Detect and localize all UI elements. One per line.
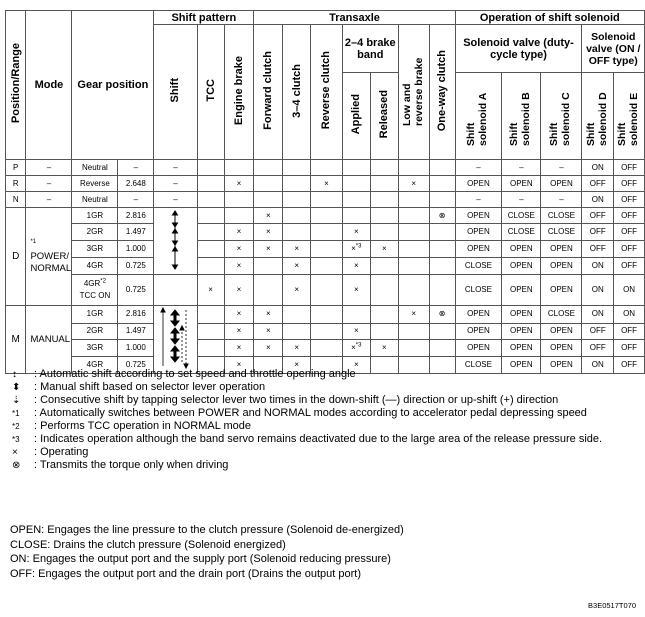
cell-sol-d: OFF xyxy=(582,241,614,258)
cell-applied xyxy=(342,176,370,192)
cell-engine-brake: × xyxy=(224,176,254,192)
legend-text: : Automatic shift according to set speed and throttle opening angle xyxy=(34,368,356,380)
cell-engine-brake xyxy=(224,208,254,224)
cell-sol-a: OPEN xyxy=(455,306,502,324)
header-forward-clutch: Forward clutch xyxy=(254,25,283,160)
cell-sol-e: OFF xyxy=(614,176,645,192)
table-row xyxy=(6,323,645,339)
cell-engine-brake: × xyxy=(224,306,254,324)
applied-footnote: *3 xyxy=(355,243,362,250)
manual-shift-arrows-icon xyxy=(158,306,192,370)
cell-sol-b: OPEN xyxy=(502,323,541,339)
cell-sol-b: CLOSE xyxy=(502,208,541,224)
gear-footnote: *2 xyxy=(100,278,106,285)
cell-shift-auto xyxy=(154,208,197,275)
cell-released xyxy=(370,208,398,224)
cell-reverse-clutch xyxy=(311,241,343,258)
table-row xyxy=(6,275,645,306)
shift-solenoid-table xyxy=(5,10,645,374)
cell-sol-c: – xyxy=(541,160,582,176)
definition-open: OPEN: Engages the line pressure to the clutch pressure (Solenoid de-energized) xyxy=(10,524,404,536)
auto-shift-arrows-icon xyxy=(168,209,182,271)
cell-sol-d: ON xyxy=(582,160,614,176)
cell-gear: 2GR xyxy=(72,323,118,339)
header-sol-a: Shift solenoid A xyxy=(455,73,502,160)
legend-text: : Manual shift based on selector lever operation xyxy=(34,381,266,393)
cell-gear: 3GR xyxy=(72,241,118,258)
torque-icon: ⊗ xyxy=(12,460,21,471)
cell-forward-clutch xyxy=(254,192,283,208)
cell-tcc xyxy=(197,339,224,357)
header-position-range: Position/Range xyxy=(6,11,26,160)
legend-item xyxy=(10,420,635,433)
cell-released xyxy=(370,176,398,192)
cell-engine-brake: × xyxy=(224,224,254,241)
cell-sol-b: OPEN xyxy=(502,339,541,357)
applied-mark: × xyxy=(351,244,356,253)
cell-sol-e: ON xyxy=(614,306,645,324)
gear-label: 4GR xyxy=(83,279,101,288)
cell-sol-c: OPEN xyxy=(541,339,582,357)
cell-sol-b: OPEN xyxy=(502,306,541,324)
cell-ratio: 1.000 xyxy=(118,339,154,357)
cell-sol-a: OPEN xyxy=(455,208,502,224)
definitions xyxy=(10,523,635,581)
cell-ratio: 2.648 xyxy=(118,176,154,192)
cell-tcc: × xyxy=(197,275,224,306)
cell-sol-b: OPEN xyxy=(502,275,541,306)
cell-released xyxy=(370,224,398,241)
table-row xyxy=(6,241,645,258)
cell-low-reverse xyxy=(398,192,429,208)
cell-shift: – xyxy=(154,160,197,176)
reference-code: B3E0517T070 xyxy=(588,601,636,610)
cell-one-way xyxy=(429,160,455,176)
cell-sol-a: OPEN xyxy=(455,339,502,357)
cell-reverse-clutch xyxy=(311,306,343,324)
cell-released xyxy=(370,323,398,339)
cell-gear: 4GR xyxy=(72,258,118,275)
cell-applied: × xyxy=(342,323,370,339)
legend-text: : Operating xyxy=(34,446,89,458)
cell-shift: – xyxy=(154,176,197,192)
cell-34-clutch xyxy=(283,176,311,192)
cell-34-clutch xyxy=(283,306,311,324)
cell-one-way xyxy=(429,241,455,258)
cell-one-way xyxy=(429,258,455,275)
cell-shift-manual xyxy=(154,306,197,374)
cell-reverse-clutch xyxy=(311,224,343,241)
legend-text: : Performs TCC operation in NORMAL mode xyxy=(34,420,252,432)
cell-gear: 3GR xyxy=(72,339,118,357)
cell-sol-b: – xyxy=(502,160,541,176)
cell-ratio: 2.816 xyxy=(118,306,154,324)
cell-gear: 1GR xyxy=(72,306,118,324)
legend-text: : Automatically switches between POWER and NORMAL modes according to accelerator pedal depressing speed xyxy=(34,407,587,419)
cell-low-reverse xyxy=(398,339,429,357)
cell-applied xyxy=(342,241,370,258)
header-shift-pattern: Shift pattern xyxy=(154,11,254,25)
cell-ratio: 0.725 xyxy=(118,258,154,275)
cell-sol-a: – xyxy=(455,160,502,176)
legend-item xyxy=(10,381,635,394)
header-34-clutch: 3–4 clutch xyxy=(283,25,311,160)
table-row xyxy=(6,208,645,224)
cell-forward-clutch xyxy=(254,275,283,306)
cell-sol-d: OFF xyxy=(582,323,614,339)
mode-footnote-mark: *1 xyxy=(30,238,37,245)
cell-forward-clutch: × xyxy=(254,323,283,339)
cell-released: × xyxy=(370,241,398,258)
cell-tcc xyxy=(197,323,224,339)
mode-label: POWER/ NORMAL xyxy=(30,250,72,274)
header-low-reverse-brake: Low and reverse brake xyxy=(398,25,429,160)
cell-tcc xyxy=(197,224,224,241)
header-one-way-clutch: One-way clutch xyxy=(429,25,455,160)
table-row xyxy=(6,258,645,275)
cell-ratio: 0.725 xyxy=(118,275,154,306)
cell-low-reverse: × xyxy=(398,176,429,192)
legend-text: : Consecutive shift by tapping selector lever two times in the down-shift (—) direction or up-shift (+) direction xyxy=(34,394,559,406)
cell-gear: Reverse xyxy=(72,176,118,192)
cell-reverse-clutch xyxy=(311,323,343,339)
cell-gear: 1GR xyxy=(72,208,118,224)
cell-applied: × xyxy=(342,275,370,306)
cell-released xyxy=(370,258,398,275)
cell-forward-clutch: × xyxy=(254,224,283,241)
cell-one-way xyxy=(429,224,455,241)
cell-sol-e: OFF xyxy=(614,160,645,176)
cell-low-reverse xyxy=(398,160,429,176)
cell-shift xyxy=(154,275,197,306)
cell-shift: – xyxy=(154,192,197,208)
cell-one-way xyxy=(429,275,455,306)
cell-34-clutch: × xyxy=(283,258,311,275)
cell-reverse-clutch xyxy=(311,208,343,224)
cell-mode: – xyxy=(26,176,72,192)
cell-one-way xyxy=(429,323,455,339)
cell-sol-d: ON xyxy=(582,258,614,275)
cell-forward-clutch: × xyxy=(254,339,283,357)
cell-sol-d: ON xyxy=(582,275,614,306)
legend-item xyxy=(10,368,635,381)
cell-released xyxy=(370,306,398,324)
manual-shift-icon: ⬍ xyxy=(12,382,21,393)
cell-mode: – xyxy=(26,192,72,208)
cell-reverse-clutch: × xyxy=(311,176,343,192)
cell-tcc xyxy=(197,176,224,192)
header-sol-b: Shift solenoid B xyxy=(502,73,541,160)
cell-gear: 2GR xyxy=(72,224,118,241)
cell-ratio: – xyxy=(118,160,154,176)
cell-34-clutch xyxy=(283,160,311,176)
cell-low-reverse xyxy=(398,241,429,258)
legend-item xyxy=(10,394,635,407)
cell-engine-brake: × xyxy=(224,258,254,275)
header-gear-position: Gear position xyxy=(72,11,154,160)
cell-sol-e: ON xyxy=(614,275,645,306)
table-row xyxy=(6,224,645,241)
cell-tcc xyxy=(197,258,224,275)
cell-reverse-clutch xyxy=(311,275,343,306)
cell-sol-d: ON xyxy=(582,306,614,324)
cell-sol-b: OPEN xyxy=(502,176,541,192)
cell-applied xyxy=(342,208,370,224)
cell-tcc xyxy=(197,241,224,258)
cell-sol-b: – xyxy=(502,192,541,208)
cell-sol-e: OFF xyxy=(614,224,645,241)
footnote-mark: *1 xyxy=(12,409,20,418)
cell-applied xyxy=(342,192,370,208)
cell-sol-c: OPEN xyxy=(541,176,582,192)
legend-text: : Indicates operation although the band servo remains deactivated due to the large area of the release pressure side. xyxy=(34,433,603,445)
cell-sol-d: OFF xyxy=(582,224,614,241)
cell-engine-brake xyxy=(224,192,254,208)
table-row xyxy=(6,160,645,176)
cell-34-clutch: × xyxy=(283,357,311,374)
cell-mode-manual: MANUAL xyxy=(26,306,72,374)
cell-reverse-clutch xyxy=(311,192,343,208)
cell-sol-a: OPEN xyxy=(455,323,502,339)
cell-sol-b: CLOSE xyxy=(502,224,541,241)
cell-released xyxy=(370,160,398,176)
header-released: Released xyxy=(370,73,398,160)
cell-sol-e: OFF xyxy=(614,241,645,258)
cell-ratio: 1.497 xyxy=(118,323,154,339)
cell-one-way xyxy=(429,176,455,192)
cell-sol-c: – xyxy=(541,192,582,208)
cell-tcc xyxy=(197,160,224,176)
cell-ratio: 1.497 xyxy=(118,224,154,241)
definition-off: OFF: Engages the output port and the drain port (Drains the output port) xyxy=(10,567,361,580)
auto-shift-icon: ↕ xyxy=(12,369,17,380)
cell-applied: × xyxy=(342,224,370,241)
cell-ratio: 1.000 xyxy=(118,241,154,258)
cell-engine-brake xyxy=(224,160,254,176)
cell-released xyxy=(370,275,398,306)
legend-text: : Transmits the torque only when driving xyxy=(34,459,229,471)
cell-gear: Neutral xyxy=(72,192,118,208)
cell-gear: 4GR xyxy=(72,357,118,374)
cell-low-reverse xyxy=(398,323,429,339)
cell-34-clutch xyxy=(283,208,311,224)
header-solenoid-valve-onoff: Solenoid valve (ON / OFF type) xyxy=(582,25,645,73)
cell-applied: × xyxy=(342,258,370,275)
cell-tcc xyxy=(197,192,224,208)
cell-engine-brake: × xyxy=(224,323,254,339)
cell-sol-d: ON xyxy=(582,357,614,374)
cell-sol-c: CLOSE xyxy=(541,224,582,241)
header-sol-d: Shift solenoid D xyxy=(582,73,614,160)
cell-ratio: – xyxy=(118,192,154,208)
cell-sol-a: OPEN xyxy=(455,224,502,241)
cell-reverse-clutch xyxy=(311,160,343,176)
cell-sol-e: OFF xyxy=(614,208,645,224)
cell-tcc xyxy=(197,306,224,324)
cell-sol-a: CLOSE xyxy=(455,275,502,306)
cell-sol-c: CLOSE xyxy=(541,306,582,324)
cell-34-clutch xyxy=(283,192,311,208)
cell-sol-c: CLOSE xyxy=(541,208,582,224)
header-operation-shift-solenoid: Operation of shift solenoid xyxy=(455,11,644,25)
table-row xyxy=(6,339,645,357)
definition-close: CLOSE: Drains the clutch pressure (Solenoid energized) xyxy=(10,538,286,551)
cell-forward-clutch: × xyxy=(254,208,283,224)
cell-sol-d: OFF xyxy=(582,339,614,357)
header-mode: Mode xyxy=(26,11,72,160)
cell-sol-a: OPEN xyxy=(455,176,502,192)
cell-34-clutch: × xyxy=(283,275,311,306)
cell-sol-b: OPEN xyxy=(502,258,541,275)
cell-released xyxy=(370,192,398,208)
legend xyxy=(10,368,635,472)
cell-sol-e: OFF xyxy=(614,323,645,339)
cell-sol-c: OPEN xyxy=(541,258,582,275)
cell-sol-e: OFF xyxy=(614,258,645,275)
cell-sol-c: OPEN xyxy=(541,357,582,374)
operating-icon: × xyxy=(12,447,18,458)
cell-forward-clutch xyxy=(254,258,283,275)
cell-sol-a: – xyxy=(455,192,502,208)
header-shift: Shift xyxy=(154,25,197,160)
header-sol-c: Shift solenoid C xyxy=(541,73,582,160)
cell-sol-c: OPEN xyxy=(541,241,582,258)
cell-sol-d: ON xyxy=(582,192,614,208)
cell-34-clutch: × xyxy=(283,339,311,357)
cell-position-d: D xyxy=(6,208,26,306)
cell-applied xyxy=(342,306,370,324)
cell-sol-d: OFF xyxy=(582,208,614,224)
cell-position: P xyxy=(6,160,26,176)
cell-low-reverse xyxy=(398,208,429,224)
cell-mode: – xyxy=(26,160,72,176)
cell-engine-brake: × xyxy=(224,275,254,306)
cell-one-way xyxy=(429,339,455,357)
cell-forward-clutch: × xyxy=(254,306,283,324)
legend-item xyxy=(10,433,635,446)
cell-ratio: 0.725 xyxy=(118,357,154,374)
cell-released: × xyxy=(370,339,398,357)
header-24-brake-band: 2–4 brake band xyxy=(342,25,398,73)
cell-forward-clutch xyxy=(254,160,283,176)
cell-34-clutch xyxy=(283,323,311,339)
footnote-mark: *2 xyxy=(12,422,20,431)
cell-engine-brake: × xyxy=(224,339,254,357)
cell-position: N xyxy=(6,192,26,208)
table-row xyxy=(6,306,645,324)
cell-one-way: ⊗ xyxy=(429,306,455,324)
cell-reverse-clutch xyxy=(311,339,343,357)
cell-low-reverse xyxy=(398,224,429,241)
header-engine-brake: Engine brake xyxy=(224,25,254,160)
cell-gear xyxy=(72,275,118,306)
cell-position-m: M xyxy=(6,306,26,374)
cell-engine-brake: × xyxy=(224,357,254,374)
cell-applied: × xyxy=(342,357,370,374)
footnote-mark: *3 xyxy=(12,435,20,444)
cell-sol-a: CLOSE xyxy=(455,357,502,374)
cell-sol-e: OFF xyxy=(614,339,645,357)
header-transaxle: Transaxle xyxy=(254,11,455,25)
cell-sol-a: OPEN xyxy=(455,241,502,258)
cell-sol-c: OPEN xyxy=(541,275,582,306)
cell-engine-brake: × xyxy=(224,241,254,258)
cell-sol-d: OFF xyxy=(582,176,614,192)
cell-position: R xyxy=(6,176,26,192)
legend-item xyxy=(10,446,635,459)
definition-on: ON: Engages the output port and the supply port (Solenoid reducing pressure) xyxy=(10,553,391,565)
cell-tcc xyxy=(197,208,224,224)
cell-reverse-clutch xyxy=(311,258,343,275)
cell-low-reverse xyxy=(398,275,429,306)
cell-mode-power-normal xyxy=(26,208,72,306)
cell-forward-clutch xyxy=(254,176,283,192)
cell-sol-e: OFF xyxy=(614,357,645,374)
cell-applied xyxy=(342,339,370,357)
header-solenoid-valve-duty: Solenoid valve (duty-cycle type) xyxy=(455,25,582,73)
cell-ratio: 2.816 xyxy=(118,208,154,224)
cell-one-way: ⊗ xyxy=(429,208,455,224)
table-row xyxy=(6,192,645,208)
cell-low-reverse: × xyxy=(398,306,429,324)
cell-sol-b: OPEN xyxy=(502,241,541,258)
cell-low-reverse xyxy=(398,258,429,275)
gear-label-2: TCC ON xyxy=(79,291,111,300)
cell-gear: Neutral xyxy=(72,160,118,176)
cell-34-clutch: × xyxy=(283,241,311,258)
header-reverse-clutch: Reverse clutch xyxy=(311,25,343,160)
cell-sol-e: OFF xyxy=(614,192,645,208)
legend-item xyxy=(10,459,635,472)
cell-34-clutch xyxy=(283,224,311,241)
legend-item xyxy=(10,407,635,420)
cell-forward-clutch: × xyxy=(254,241,283,258)
cell-sol-a: CLOSE xyxy=(455,258,502,275)
applied-mark: × xyxy=(351,343,356,353)
cell-one-way xyxy=(429,192,455,208)
header-applied: Applied xyxy=(342,73,370,160)
header-tcc: TCC xyxy=(197,25,224,160)
applied-footnote: *3 xyxy=(355,342,362,349)
cell-sol-c: OPEN xyxy=(541,323,582,339)
table-row xyxy=(6,176,645,192)
cell-sol-b: OPEN xyxy=(502,357,541,374)
cell-applied xyxy=(342,160,370,176)
consecutive-shift-icon: ⇣ xyxy=(12,395,21,406)
header-sol-e: Shift solenoid E xyxy=(614,73,645,160)
